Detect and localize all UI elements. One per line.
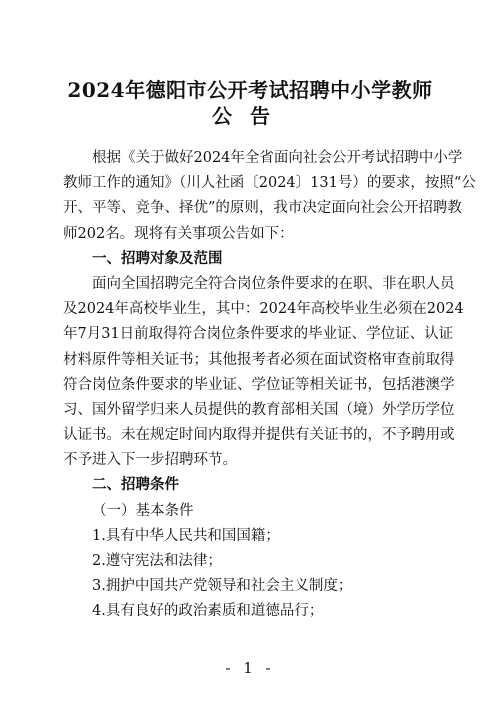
paragraph-line: 根据《关于做好2024年全省面向社会公开考试招聘中小学 [92, 150, 463, 166]
list-item: 3.拥护中国共产党领导和社会主义制度； [92, 578, 353, 595]
paragraph-line: 符合岗位条件要求的毕业证、学位证等相关证书，包括港澳学 [63, 376, 455, 393]
paragraph-line: 认证书。未在规定时间内取得并提供有关证书的，不予聘用或 [63, 427, 455, 444]
paragraph-line: 面向全国招聘完全符合岗位条件要求的在职、非在职人员 [92, 275, 455, 292]
paragraph-line: 及2024年高校毕业生，其中：2024年高校毕业生必须在2024 [63, 301, 464, 318]
section-heading: 二、招聘条件 [92, 477, 179, 494]
paragraph-line: 教师工作的通知》（川人社函〔2024〕131号）的要求，按照“公 [63, 175, 476, 192]
paragraph-line: 师202名。现将有关事项公告如下： [63, 225, 294, 242]
paragraph-line: 不予进入下一步招聘环节。 [63, 452, 237, 469]
paragraph-line: 年7月31日前取得符合岗位条件要求的毕业证、学位证、认证 [63, 326, 454, 343]
section-heading: 一、招聘对象及范围 [92, 250, 223, 267]
document-body [63, 146, 476, 625]
paragraph-line: 材料原件等相关证书；其他报考者必须在面试资格审查前取得 [63, 351, 455, 368]
page-number: - 1 - [225, 659, 275, 677]
list-item: 2.遵守宪法和法律； [92, 553, 222, 569]
list-item: 4.具有良好的政治素质和道德品行； [92, 603, 324, 620]
paragraph-line: 开、平等、竞争、择优”的原则，我市决定面向社会公开招聘教 [63, 200, 462, 217]
list-item: 1.具有中华人民共和国国籍； [92, 527, 280, 544]
subsection-heading: （一）基本条件 [92, 502, 194, 519]
document-title: 2024年德阳市公开考试招聘中小学教师 [67, 78, 433, 102]
document-title-announcement: 公告 [212, 104, 288, 128]
paragraph-line: 习、国外留学归来人员提供的教育部相关国（境）外学历学位 [63, 401, 455, 418]
